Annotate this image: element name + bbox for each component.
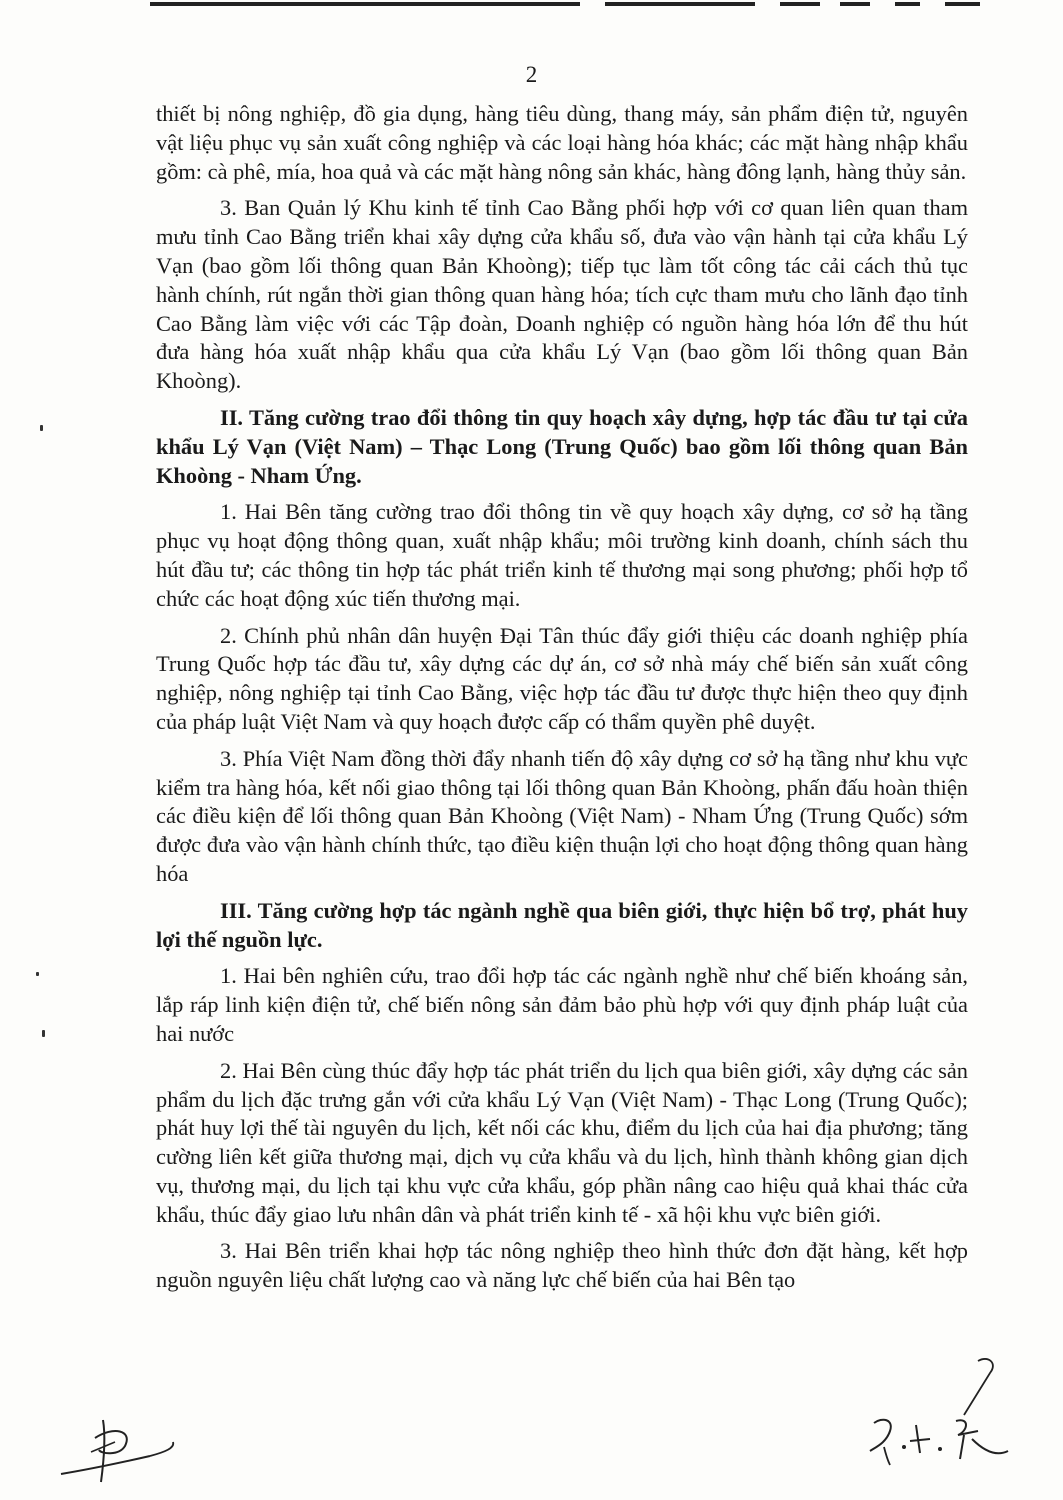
margin-mark <box>40 425 43 431</box>
paragraph-ii-3: 3. Phía Việt Nam đồng thời đẩy nhanh tiến độ xây dựng cơ sở hạ tầng như khu vực kiểm tra hàng hóa, kết nối giao thông tại lối thông quan Bản Khoòng, phấn đấu hoàn thiện các điều kiện để lối thông quan Bản Khoòng (Việt Nam) - Nham Ứng (Trung Quốc) sớm được đưa vào vận hành chính thức, tạo điều kiện thuận lợi cho hoạt động thông quan hàng hóa <box>156 745 968 886</box>
signature-right <box>860 1355 1020 1475</box>
document-body <box>156 100 968 1303</box>
paragraph-continuation: thiết bị nông nghiệp, đồ gia dụng, hàng tiêu dùng, thang máy, sản phẩm điện tử, nguyên vật liệu phục vụ sản xuất công nghiệp và các loại hàng hóa khác; các mặt hàng nhập khẩu gồm: cà phê, mía, hoa quả và các mặt hàng nông sản khác, hàng đông lạnh, hàng thủy sản. <box>156 101 968 184</box>
signature-left <box>55 1412 185 1492</box>
paragraph-i-3: 3. Ban Quản lý Khu kinh tế tỉnh Cao Bằng phối hợp với cơ quan liên quan tham mưu tỉnh Cao Bằng triển khai xây dựng cửa khẩu số, đưa vào vận hành tại cửa khẩu Lý Vạn (bao gồm lối thông quan Bản Khoòng); tiếp tục làm tốt công tác cải cách thủ tục hành chính, rút ngắn thời gian thông quan hàng hóa; tích cực tham mưu cho lãnh đạo tỉnh Cao Bằng làm việc với các Tập đoàn, Doanh nghiệp có nguồn hàng hóa lớn để thu hút đưa hàng hóa xuất nhập khẩu qua cửa khẩu Lý Vạn (bao gồm lối thông quan Bản Khoòng). <box>156 195 968 394</box>
paragraph-iii-3: 3. Hai Bên triển khai hợp tác nông nghiệp theo hình thức đơn đặt hàng, kết hợp nguồn nguyên liệu chất lượng cao và năng lực chế biến của hai Bên tạo <box>156 1238 968 1293</box>
section-heading-ii: II. Tăng cường trao đổi thông tin quy hoạch xây dựng, hợp tác đầu tư tại cửa khẩu Lý Vạn (Việt Nam) – Thạc Long (Trung Quốc) bao gồm lối thông quan Bản Khoòng - Nham Ứng. <box>156 404 968 488</box>
paragraph-ii-1: 1. Hai Bên tăng cường trao đổi thông tin về quy hoạch xây dựng, cơ sở hạ tầng phục vụ hoạt động thông quan, xuất nhập khẩu; môi trường kinh doanh, chính sách thu hút đầu tư; các thông tin hợp tác phát triển kinh tế thương mại song phương; phối hợp tổ chức các hoạt động xúc tiến thương mại. <box>156 499 968 611</box>
paragraph-iii-1: 1. Hai bên nghiên cứu, trao đổi hợp tác các ngành nghề như chế biến khoáng sản, lắp ráp linh kiện điện tử, chế biến nông sản đảm bảo phù hợp với quy định pháp luật của hai nước <box>156 963 968 1046</box>
margin-mark <box>42 1030 45 1037</box>
paragraph-ii-2: 2. Chính phủ nhân dân huyện Đại Tân thúc đẩy giới thiệu các doanh nghiệp phía Trung Quốc hợp tác đầu tư, xây dựng các dự án, cơ sở nhà máy chế biến sản xuất công nghiệp, nông nghiệp tại tỉnh Cao Bằng, việc hợp tác đầu tư được thực hiện theo quy định của pháp luật Việt Nam và quy hoạch được cấp có thẩm quyền phê duyệt. <box>156 622 968 734</box>
margin-mark <box>36 972 39 976</box>
page-number: 2 <box>525 62 538 87</box>
paragraph-iii-2: 2. Hai Bên cùng thúc đẩy hợp tác phát triển du lịch qua biên giới, xây dựng các sản phẩm du lịch đặc trưng gắn với cửa khẩu Lý Vạn (Việt Nam) - Thạc Long (Trung Quốc); phát huy lợi thế tài nguyên du lịch, kết nối các khu, điểm du lịch của hai địa phương; tăng cường liên kết giữa thương mại, dịch vụ cửa khẩu và du lịch, hình thành không gian dịch vụ, thương mại, du lịch tại khu vực cửa khẩu, góp phần nâng cao hiệu quả khai thác cửa khẩu, thúc đẩy giao lưu nhân dân và phát triển kinh tế - xã hội khu vực biên giới. <box>156 1057 968 1227</box>
section-heading-iii: III. Tăng cường hợp tác ngành nghề qua biên giới, thực hiện bổ trợ, phát huy lợi thế nguồn lực. <box>156 897 968 952</box>
scan-edge-marks <box>150 2 980 7</box>
